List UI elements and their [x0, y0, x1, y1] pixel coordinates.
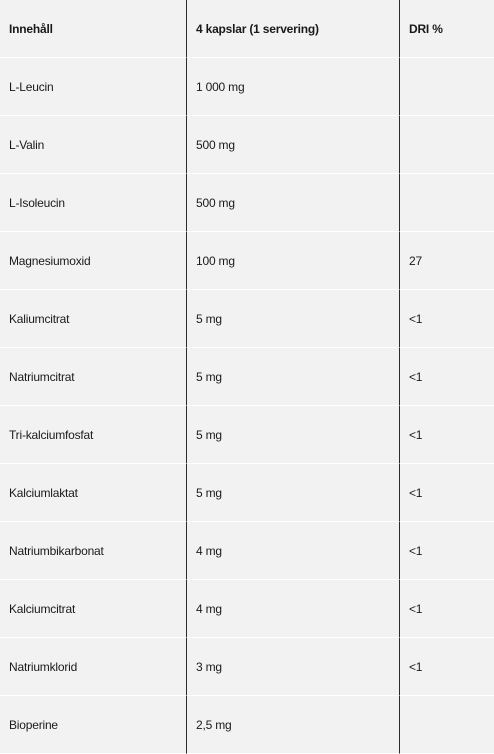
row-dri: <1	[400, 464, 494, 522]
row-ingredient: Natriumcitrat	[0, 348, 187, 406]
row-amount: 1 000 mg	[187, 58, 400, 116]
row-ingredient: L-Leucin	[0, 58, 187, 116]
row-ingredient: Tri-kalciumfosfat	[0, 406, 187, 464]
row-ingredient: Natriumbikarbonat	[0, 522, 187, 580]
row-dri: <1	[400, 522, 494, 580]
row-dri: <1	[400, 290, 494, 348]
row-ingredient: Magnesiumoxid	[0, 232, 187, 290]
row-amount: 4 mg	[187, 580, 400, 638]
row-amount: 5 mg	[187, 348, 400, 406]
row-ingredient: Kalciumlaktat	[0, 464, 187, 522]
header-ingredient: Innehåll	[0, 0, 187, 58]
row-dri: <1	[400, 348, 494, 406]
row-amount: 100 mg	[187, 232, 400, 290]
header-dri: DRI %	[400, 0, 494, 58]
header-serving: 4 kapslar (1 servering)	[187, 0, 400, 58]
row-amount: 500 mg	[187, 116, 400, 174]
row-dri: <1	[400, 638, 494, 696]
row-dri	[400, 116, 494, 174]
row-amount: 500 mg	[187, 174, 400, 232]
row-dri: 27	[400, 232, 494, 290]
row-amount: 5 mg	[187, 464, 400, 522]
row-amount: 2,5 mg	[187, 696, 400, 754]
row-dri	[400, 696, 494, 754]
row-amount: 5 mg	[187, 290, 400, 348]
row-ingredient: Natriumklorid	[0, 638, 187, 696]
row-amount: 5 mg	[187, 406, 400, 464]
row-ingredient: Kalciumcitrat	[0, 580, 187, 638]
row-dri: <1	[400, 580, 494, 638]
row-dri	[400, 174, 494, 232]
row-dri: <1	[400, 406, 494, 464]
row-ingredient: Kaliumcitrat	[0, 290, 187, 348]
row-dri	[400, 58, 494, 116]
row-ingredient: L-Isoleucin	[0, 174, 187, 232]
row-amount: 3 mg	[187, 638, 400, 696]
row-ingredient: L-Valin	[0, 116, 187, 174]
row-amount: 4 mg	[187, 522, 400, 580]
row-ingredient: Bioperine	[0, 696, 187, 754]
